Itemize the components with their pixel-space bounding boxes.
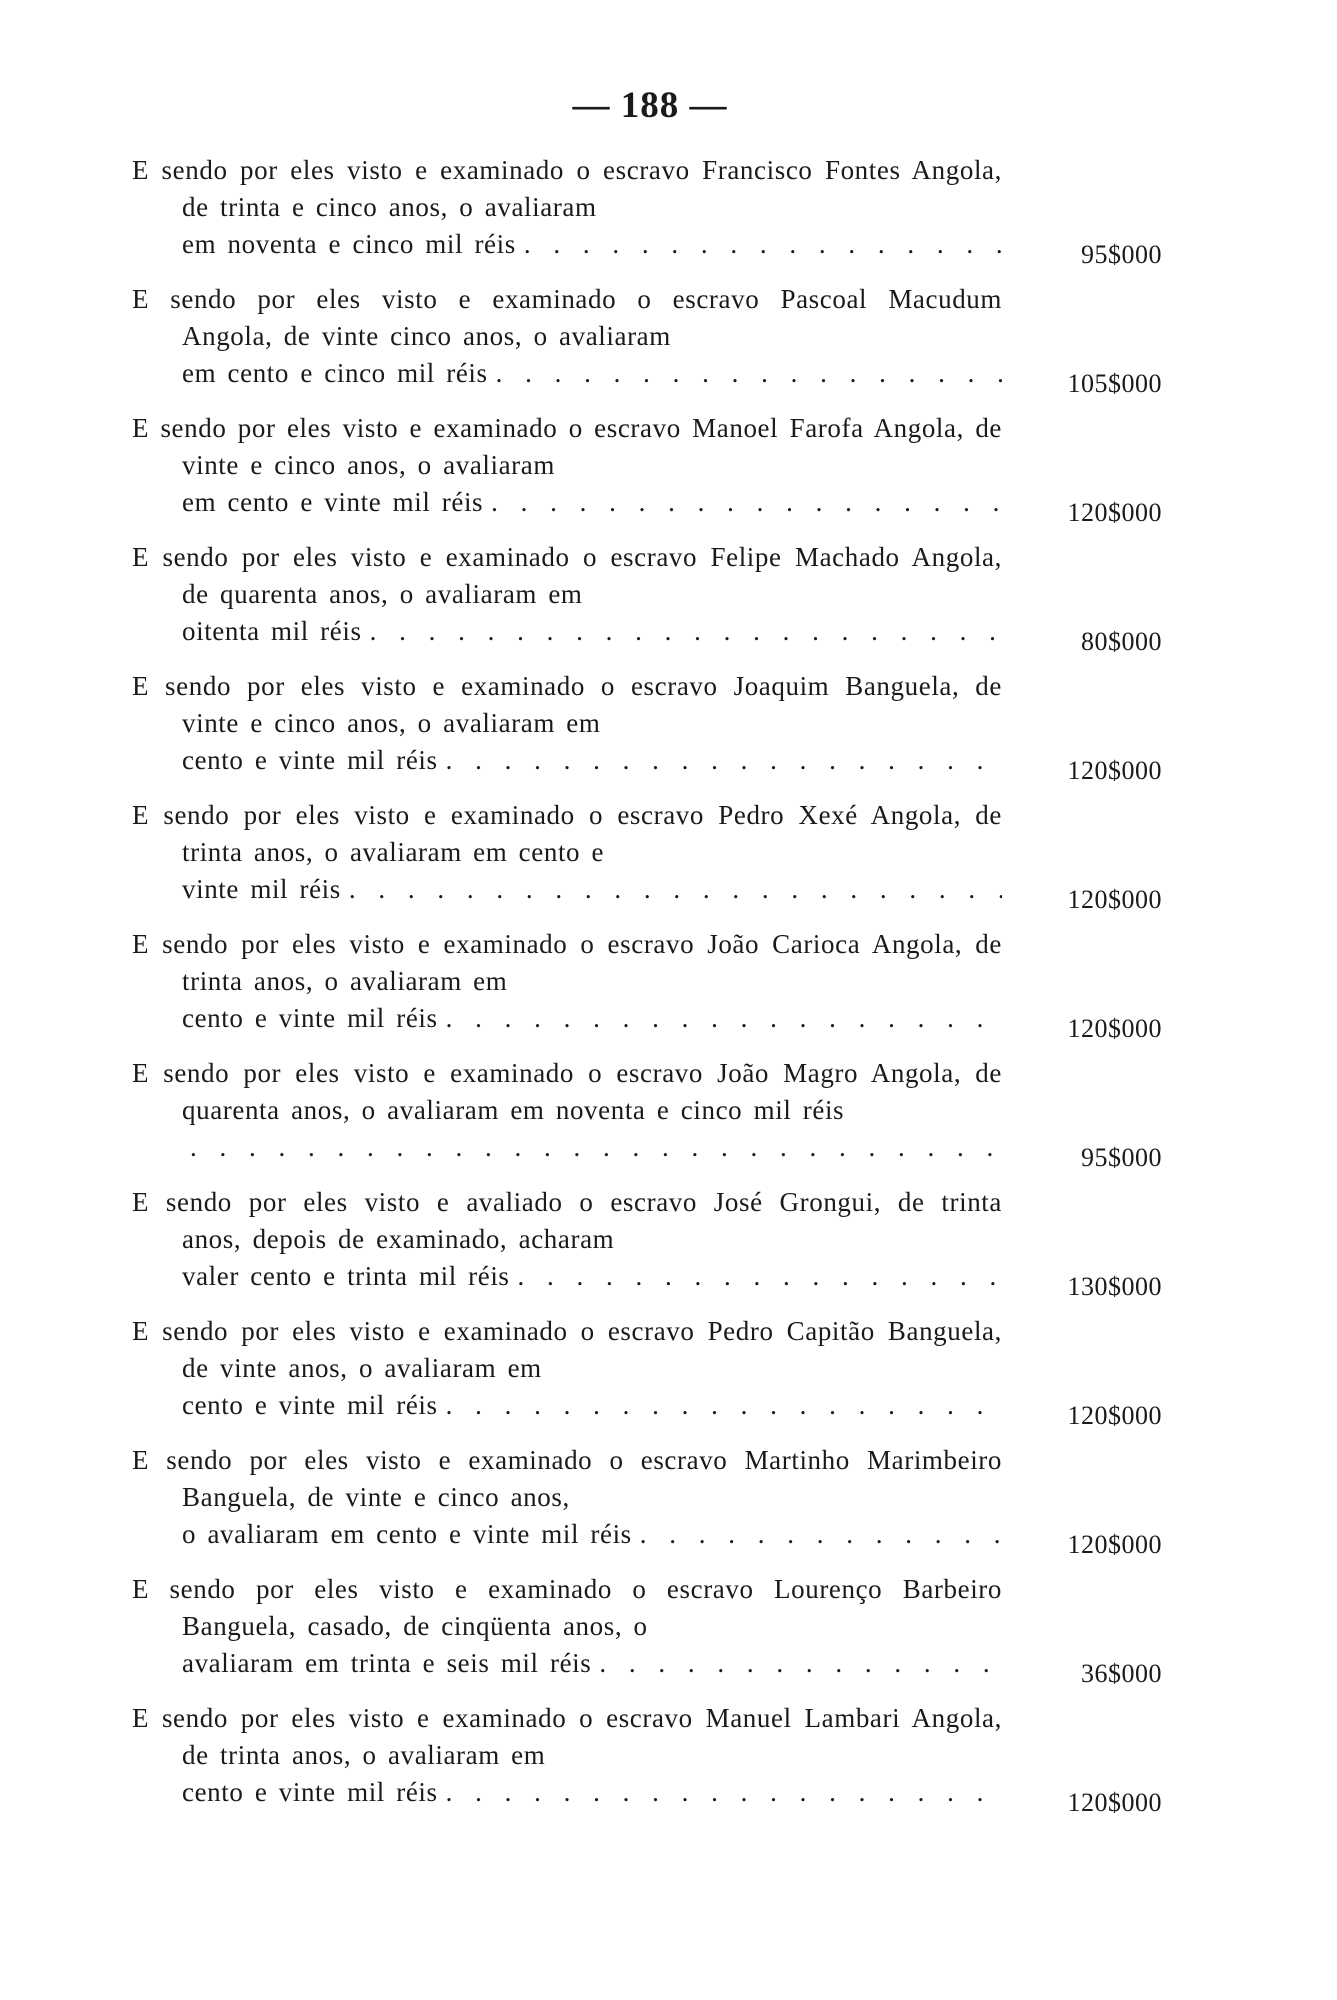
entry-lead-text: E sendo por eles visto e examinado o escravo Felipe Machado Angola, de quarenta anos, o avaliaram em: [132, 542, 1002, 609]
dot-leader: [496, 355, 1002, 392]
entry-value: 120$000: [1067, 1401, 1162, 1430]
entry-lead-text: E sendo por eles visto e examinado o escravo João Magro Angola, de quarenta anos, o avaliaram em noventa e cinco mil réis: [132, 1058, 1002, 1125]
entry-value: 130$000: [1067, 1272, 1162, 1301]
entry-last-line: o avaliaram em cento e vinte mil réis: [182, 1519, 632, 1549]
entry-value: 36$000: [1081, 1659, 1162, 1688]
entry-lead-text: E sendo por eles visto e examinado o escravo Martinho Marimbeiro Banguela, de vinte e cinco anos,: [132, 1445, 1002, 1512]
entry-last-line: em noventa e cinco mil réis: [182, 229, 516, 259]
entry-lead-text: E sendo por eles visto e examinado o escravo Joaquim Banguela, de vinte e cinco anos, o avaliaram em: [132, 671, 1002, 738]
list-item: [132, 539, 1162, 668]
list-item: [132, 281, 1162, 410]
entry-last-line: cento e vinte mil réis: [182, 745, 438, 775]
entry-last-line: avaliaram em trinta e seis mil réis: [182, 1648, 592, 1678]
dot-leader: [190, 1129, 1002, 1166]
dot-leader: [599, 1645, 1002, 1682]
entry-last-line: cento e vinte mil réis: [182, 1390, 438, 1420]
entry-lead-text: E sendo por eles visto e examinado o escravo Lourenço Barbeiro Banguela, casado, de cinqüenta anos, o: [132, 1574, 1002, 1641]
list-item: [132, 1700, 1162, 1829]
entry-last-line: cento e vinte mil réis: [182, 1777, 438, 1807]
list-item: [132, 1571, 1162, 1700]
entry-lead-text: E sendo por eles visto e examinado o escravo Manuel Lambari Angola, de trinta anos, o avaliaram em: [132, 1703, 1002, 1770]
entry-last-line: oitenta mil réis: [182, 616, 362, 646]
list-item: [132, 926, 1162, 1055]
dot-leader: [349, 871, 1002, 908]
entry-lead-text: E sendo por eles visto e examinado o escravo João Carioca Angola, de trinta anos, o avaliaram em: [132, 929, 1002, 996]
page-number: — 188 —: [572, 85, 728, 126]
dot-leader: [491, 484, 1002, 521]
dot-leader: [446, 742, 1002, 779]
entry-lead-text: E sendo por eles visto e avaliado o escravo José Grongui, de trinta anos, depois de examinado, acharam: [132, 1187, 1002, 1254]
list-item: [132, 797, 1162, 926]
entry-value: 105$000: [1067, 369, 1162, 398]
dot-leader: [640, 1516, 1002, 1553]
entry-value: 120$000: [1067, 1788, 1162, 1817]
entry-value: 120$000: [1067, 756, 1162, 785]
entry-value: 80$000: [1081, 627, 1162, 656]
list-item: [132, 1184, 1162, 1313]
entry-value: 120$000: [1067, 1014, 1162, 1043]
entry-lead-text: E sendo por eles visto e examinado o escravo Pedro Capitão Banguela, de vinte anos, o avaliaram em: [132, 1316, 1002, 1383]
entry-value: 120$000: [1067, 1530, 1162, 1559]
dot-leader: [446, 1387, 1002, 1424]
dot-leader: [524, 226, 1002, 263]
list-item: [132, 1313, 1162, 1442]
entry-last-line: em cento e cinco mil réis: [182, 358, 488, 388]
dot-leader: [370, 613, 1002, 650]
entry-last-line: em cento e vinte mil réis: [182, 487, 484, 517]
entry-value: 95$000: [1081, 240, 1162, 269]
entry-value: 95$000: [1081, 1143, 1162, 1172]
entry-lead-text: E sendo por eles visto e examinado o escravo Pascoal Macudum Angola, de vinte cinco anos, o avaliaram: [132, 284, 1002, 351]
list-item: [132, 1055, 1162, 1184]
list-item: [132, 152, 1162, 281]
entry-last-line: valer cento e trinta mil réis: [182, 1261, 510, 1291]
dot-leader: [446, 1774, 1002, 1811]
entries-list: [132, 152, 1162, 1829]
dot-leader: [518, 1258, 1002, 1295]
list-item: [132, 668, 1162, 797]
entry-lead-text: E sendo por eles visto e examinado o escravo Francisco Fontes Angola, de trinta e cinco anos, o avaliaram: [132, 155, 1002, 222]
entry-lead-text: E sendo por eles visto e examinado o escravo Pedro Xexé Angola, de trinta anos, o avaliaram em cento e: [132, 800, 1002, 867]
list-item: [132, 1442, 1162, 1571]
entry-last-line: cento e vinte mil réis: [182, 1003, 438, 1033]
entry-lead-text: E sendo por eles visto e examinado o escravo Manoel Farofa Angola, de vinte e cinco anos, o avaliaram: [132, 413, 1002, 480]
entry-last-line: vinte mil réis: [182, 874, 341, 904]
entry-value: 120$000: [1067, 885, 1162, 914]
entry-value: 120$000: [1067, 498, 1162, 527]
list-item: [132, 410, 1162, 539]
dot-leader: [446, 1000, 1002, 1037]
